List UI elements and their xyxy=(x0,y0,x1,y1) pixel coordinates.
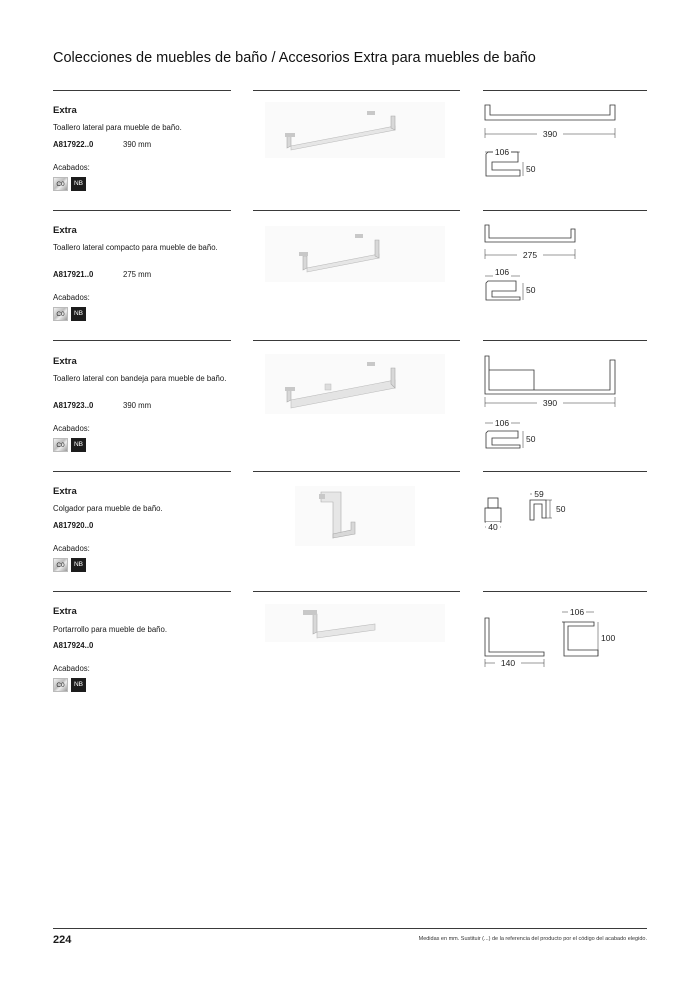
product-size: 390 mm xyxy=(123,140,152,149)
dimension-drawing xyxy=(480,482,650,542)
dimension-label: 50 xyxy=(556,504,566,514)
product-reference: A817923..0 xyxy=(53,401,94,410)
dimension-label: 106 xyxy=(494,267,510,277)
product-photo xyxy=(255,96,455,166)
dimension-label: 390 xyxy=(542,129,558,139)
page-title: Colecciones de muebles de baño / Accesorios Extra para muebles de baño xyxy=(53,50,536,66)
finish-swatch-chrome[interactable]: C0 xyxy=(53,438,68,452)
dimension-label: 50 xyxy=(526,164,536,174)
section-divider xyxy=(483,471,647,472)
dimension-label: 50 xyxy=(526,285,536,295)
dimension-label: 59 xyxy=(534,489,544,499)
product-title: Extra xyxy=(53,105,77,116)
product-reference: A817921..0 xyxy=(53,270,94,279)
finish-swatch-black[interactable]: NB xyxy=(71,678,86,692)
finish-swatch-black[interactable]: NB xyxy=(71,558,86,572)
product-reference: A817922..0 xyxy=(53,140,94,149)
dimension-drawing xyxy=(480,100,650,190)
product-description: Toallero lateral con bandeja para mueble de baño. xyxy=(53,374,227,383)
dimension-label: 50 xyxy=(526,434,536,444)
section-divider xyxy=(53,471,231,472)
dimension-label: 275 xyxy=(522,250,538,260)
dimension-label: 390 xyxy=(542,398,558,408)
footer-divider xyxy=(53,928,647,929)
finishes-label: Acabados: xyxy=(53,293,90,302)
product-title: Extra xyxy=(53,356,77,367)
section-divider xyxy=(483,210,647,211)
product-photo xyxy=(255,220,455,290)
section-divider xyxy=(253,90,460,91)
finish-swatch-black[interactable]: NB xyxy=(71,438,86,452)
dimension-label: 106 xyxy=(569,607,585,617)
product-reference: A817920..0 xyxy=(53,521,94,530)
dimension-drawing xyxy=(480,352,650,452)
product-description: Portarrollo para mueble de baño. xyxy=(53,625,167,634)
section-divider xyxy=(483,591,647,592)
section-divider xyxy=(483,90,647,91)
product-photo xyxy=(255,482,455,552)
section-divider xyxy=(253,471,460,472)
section-divider xyxy=(53,90,231,91)
section-divider xyxy=(253,340,460,341)
product-title: Extra xyxy=(53,486,77,497)
page-number: 224 xyxy=(53,934,72,946)
dimension-label: 100 xyxy=(601,633,616,643)
product-title: Extra xyxy=(53,225,77,236)
section-divider xyxy=(483,340,647,341)
dimension-label: 106 xyxy=(494,147,510,157)
dimension-label: 140 xyxy=(500,658,516,668)
section-divider xyxy=(253,591,460,592)
section-divider xyxy=(53,340,231,341)
section-divider xyxy=(53,210,231,211)
finish-swatch-chrome[interactable]: C0 xyxy=(53,678,68,692)
dimension-drawing xyxy=(480,604,650,676)
finish-swatch-chrome[interactable]: C0 xyxy=(53,177,68,191)
section-divider xyxy=(253,210,460,211)
finish-swatch-black[interactable]: NB xyxy=(71,307,86,321)
dimension-drawing xyxy=(480,220,650,310)
product-reference: A817924..0 xyxy=(53,641,94,650)
finishes-label: Acabados: xyxy=(53,163,90,172)
dimension-label: 106 xyxy=(494,418,510,428)
finishes-label: Acabados: xyxy=(53,424,90,433)
product-description: Toallero lateral para mueble de baño. xyxy=(53,123,182,132)
product-description: Colgador para mueble de baño. xyxy=(53,504,163,513)
product-photo xyxy=(255,350,455,420)
finishes-label: Acabados: xyxy=(53,664,90,673)
finish-swatch-black[interactable]: NB xyxy=(71,177,86,191)
product-title: Extra xyxy=(53,606,77,617)
dimension-label: 40 xyxy=(488,522,498,532)
finish-swatch-chrome[interactable]: C0 xyxy=(53,307,68,321)
finishes-label: Acabados: xyxy=(53,544,90,553)
finish-swatch-chrome[interactable]: C0 xyxy=(53,558,68,572)
product-description: Toallero lateral compacto para mueble de baño. xyxy=(53,243,218,252)
footer-note: Medidas en mm. Sustituir (...) de la referencia del producto por el código del acabado elegido. xyxy=(418,936,647,942)
section-divider xyxy=(53,591,231,592)
product-size: 390 mm xyxy=(123,401,152,410)
product-photo xyxy=(255,600,455,645)
product-size: 275 mm xyxy=(123,270,152,279)
